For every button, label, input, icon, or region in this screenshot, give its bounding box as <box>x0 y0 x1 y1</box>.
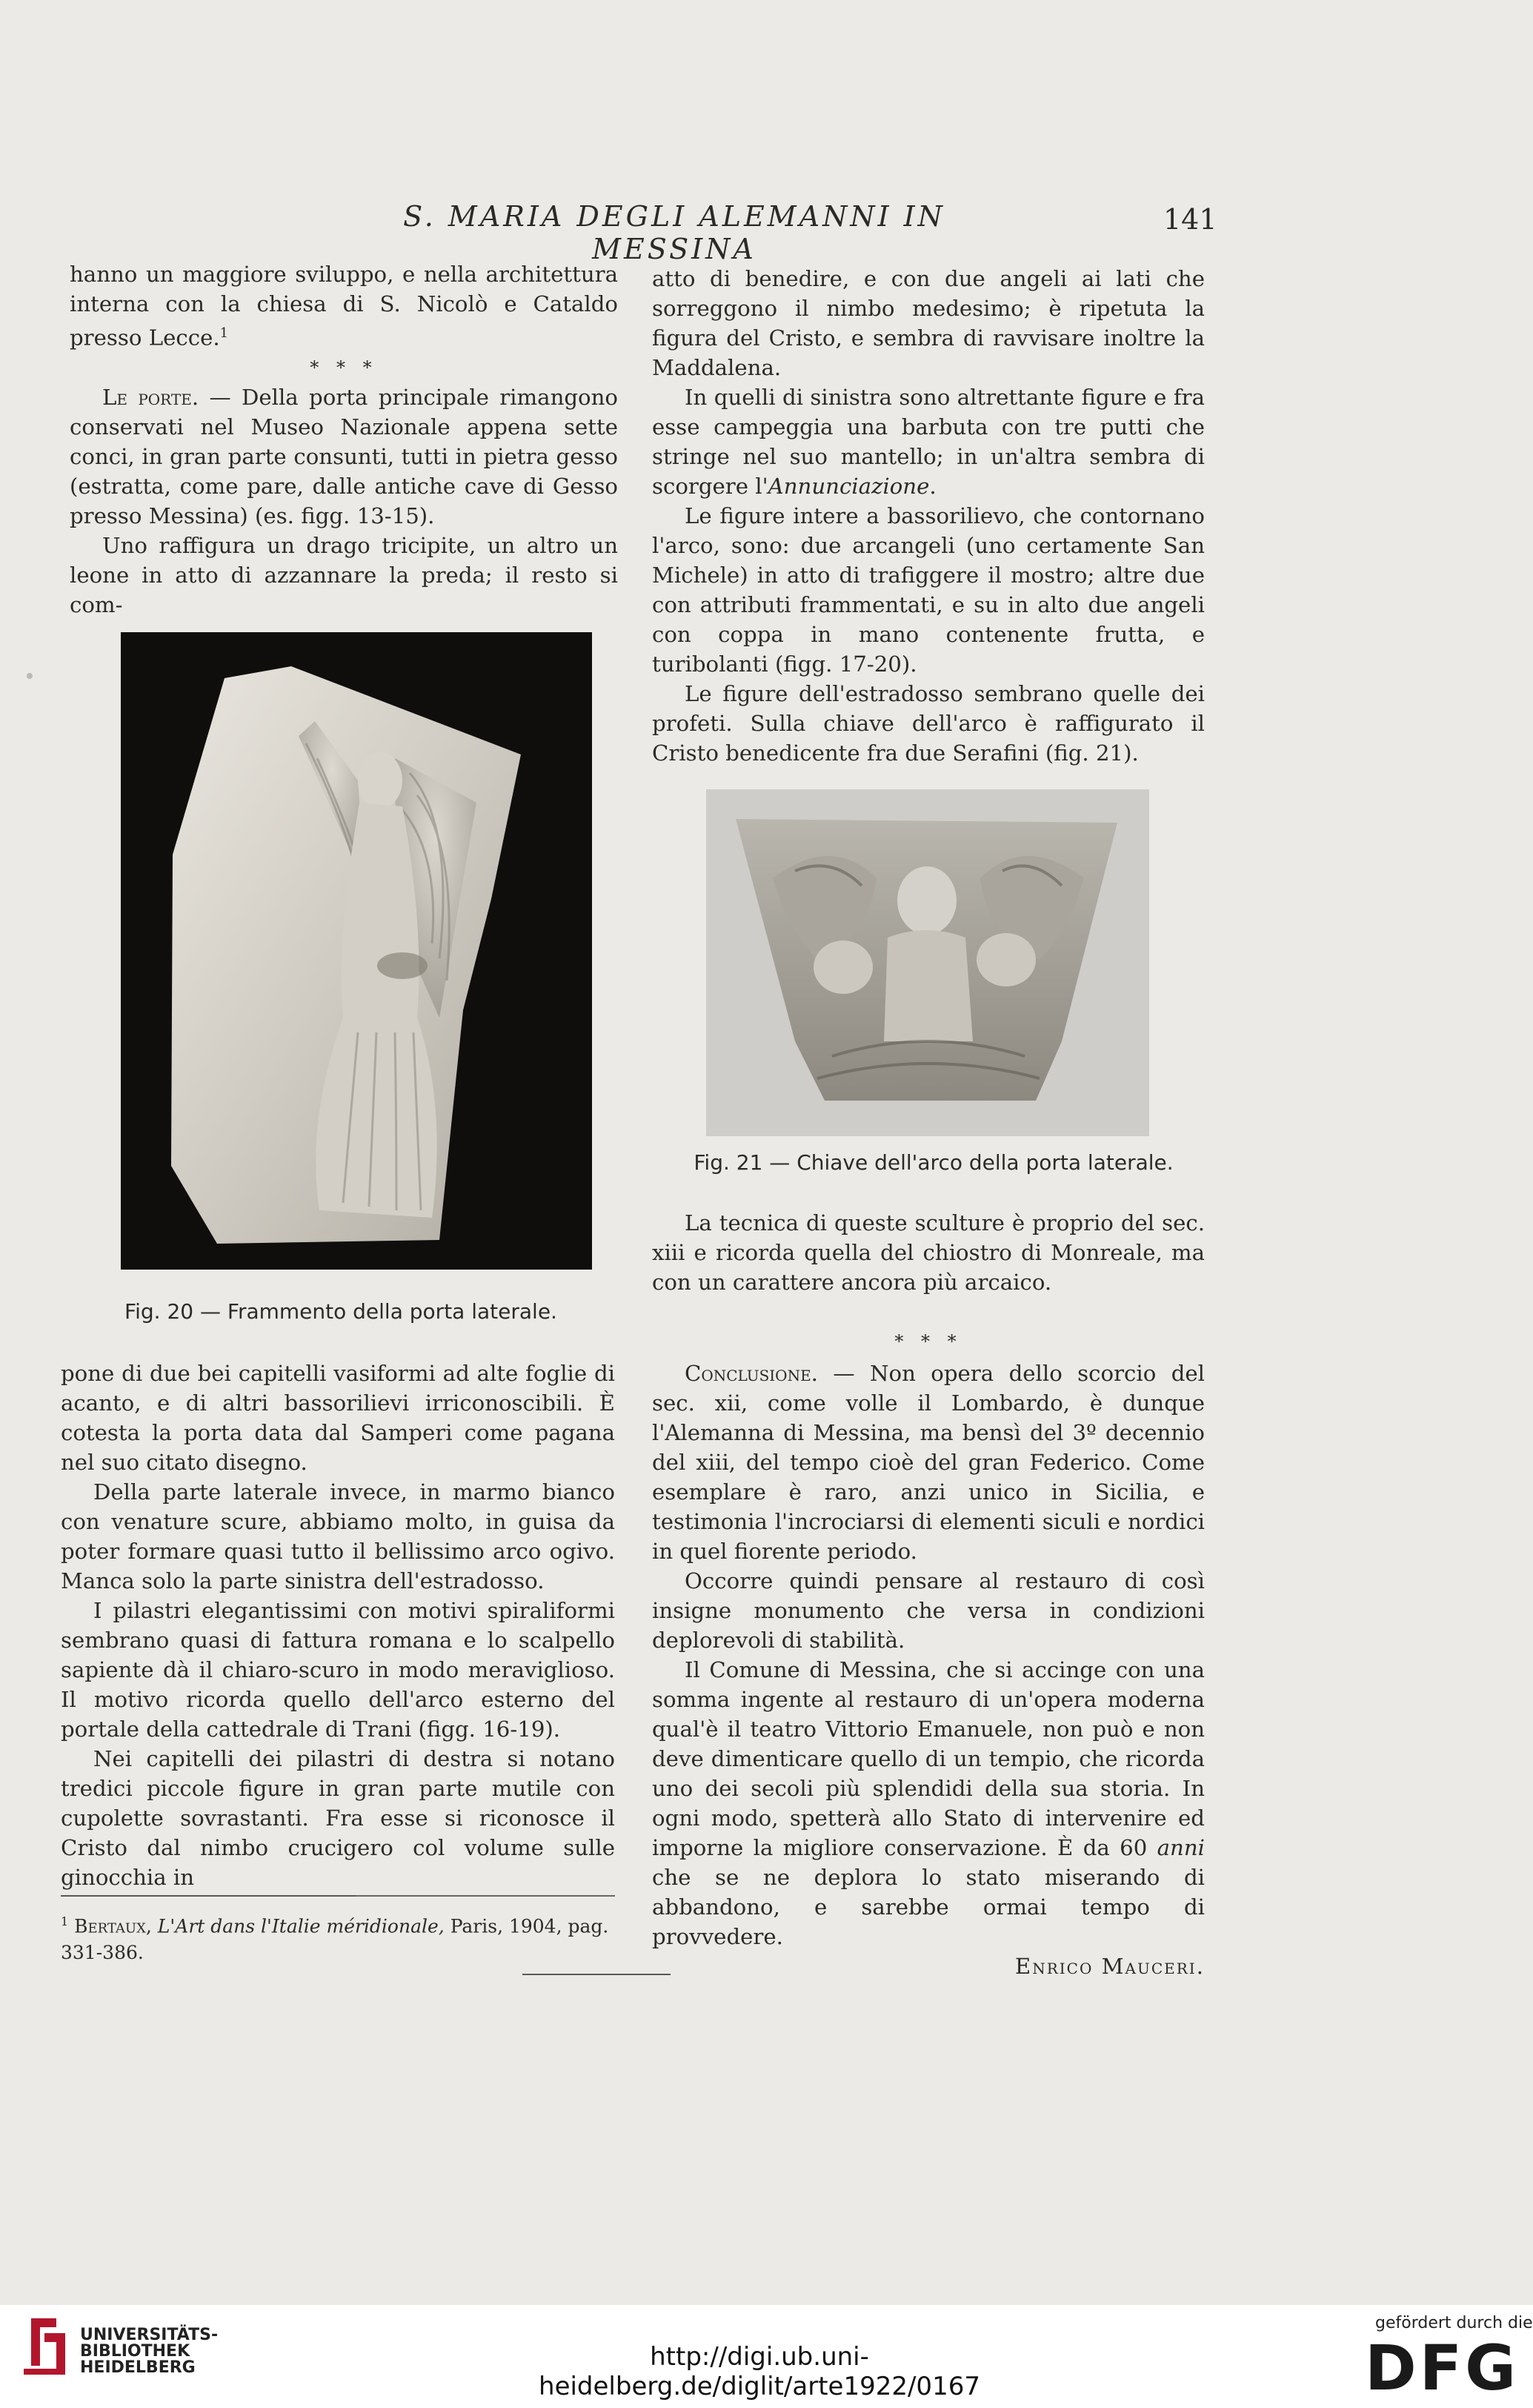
paragraph: hanno un maggiore sviluppo, e nella architettura interna con la chiesa di S. Nicolò e Cataldo presso Lecce.$^1$ <box>70 262 618 351</box>
section-heading: Conclusione. <box>685 1361 818 1386</box>
source-url-link[interactable]: http://digi.ub.uni-heidelberg.de/diglit/arte1922/0167 <box>539 2342 980 2401</box>
end-rule <box>522 1974 671 1975</box>
paragraph: Le figure intere a bassorilievo, che contornano l'arco, sono: due arcangeli (uno certamente San Michele) in atto di trafiggere il mostro; altre due con attributi frammentati, e su in alto due angeli con coppa in mano contenente frutta, e turibolanti (figg. 17-20). <box>652 503 1205 677</box>
right-column-bottom <box>652 1359 1205 1981</box>
footnote-rule <box>356 1895 615 1897</box>
footnote-title: L'Art dans l'Italie méridionale, <box>157 1915 445 1937</box>
figure-20-photo <box>121 632 592 1270</box>
section-separator: * * * <box>310 356 378 378</box>
paragraph: Nei capitelli dei pilastri di destra si notano tredici piccole figure in gran parte mutile con cupolette sovrastanti. Fra esse si riconosce il Cristo dal nimbo crucigero col volume sulle ginocchia in <box>61 1746 615 1890</box>
figure-21-photo <box>706 789 1149 1136</box>
paragraph: I pilastri elegantissimi con motivi spiraliformi sembrano quasi di fattura romana e lo scalpello sapiente dà il chiaro-scuro in modo meraviglioso. Il motivo ricorda quello dell'arco esterno del portale della cattedrale di Trani (figg. 16-19). <box>61 1598 615 1742</box>
paragraph: Il Comune di Messina, che si accinge con una somma ingente al restauro di un'opera moderna qual'è il teatro Vittorio Emanuele, non può e non deve dimenticare quello di un tempio, che ricorda uno dei secoli più splendidi della sua storia. In ogni modo, spetterà allo Stato di intervenire ed imporne la migliore conservazione. È da 60 anni che se ne deplora lo stato miserando di abbandono, e sarebbe ormai tempo di provvedere. <box>652 1657 1205 1949</box>
paragraph: In quelli di sinistra sono altrettante figure e fra esse campeggia una barbuta con tre putti che stringe nel suo mantello; in un'altra sembra di scorgere l'Annunciazione. <box>652 385 1205 499</box>
footnote-rule <box>61 1895 394 1897</box>
dfg-logo: DFG <box>1365 2332 1520 2404</box>
paragraph: Occorre quindi pensare al restauro di così insigne monumento che versa in condizioni deplorevoli di stabilità. <box>652 1568 1205 1653</box>
paragraph: pone di due bei capitelli vasiformi ad alte foglie di acanto, e di altri bassorilievi irriconoscibili. È cotesta la porta data dal Samperi come pagana nel suo citato disegno. <box>61 1361 615 1475</box>
angel-relief-image <box>121 632 592 1270</box>
paragraph: Le figure dell'estradosso sembrano quelle dei profeti. Sulla chiave dell'arco è raffigurato il Cristo benedicente fra due Serafini (fig. 21). <box>652 681 1205 766</box>
left-column-bottom <box>61 1359 615 1892</box>
footnote-author: Bertaux, <box>74 1915 152 1937</box>
paragraph: Le porte. — Della porta principale rimangono conservati nel Museo Nazionale appena sette conci, in gran parte consunti, tutti in pietra gesso (estratta, come pare, dalle antiche cave di Gesso presso Messina) (es. figg. 13-15). <box>70 384 618 528</box>
figure-21-caption: Fig. 21 — Chiave dell'arco della porta laterale. <box>694 1150 1174 1175</box>
author-signature: Enrico Mauceri. <box>1014 1954 1205 1979</box>
figure-20-caption: Fig. 20 — Frammento della porta laterale. <box>124 1299 557 1324</box>
right-column-middle <box>652 1208 1205 1356</box>
paragraph: La tecnica di queste sculture è proprio del sec. xiii e ricorda quella del chiostro di Monreale, ma con un carattere ancora più arcaico. <box>652 1210 1205 1295</box>
paragraph: Uno raffigura un drago tricipite, un altro un leone in atto di azzannare la preda; il resto si com- <box>70 532 618 617</box>
keystone-relief-image <box>706 789 1149 1136</box>
italic-term: anni <box>1157 1835 1205 1860</box>
footnote-details: Paris, 1904, pag. 331-386. <box>61 1915 609 1964</box>
library-name: UNIVERSITÄTS- BIBLIOTHEK HEIDELBERG <box>80 2326 219 2377</box>
funded-by-label: gefördert durch die <box>1375 2314 1533 2332</box>
section-heading: Le porte. <box>102 384 199 410</box>
section-separator: * * * <box>894 1331 962 1352</box>
page-number: 141 <box>1163 203 1217 236</box>
paragraph: Conclusione. — Non opera dello scorcio del sec. xii, come volle il Lombardo, è dunque l'Alemanna di Messina, ma bensì del 3º decennio del xiii, del tempo cioè del gran Federico. Come esemplare è raro, anzi unico in Sicilia, e testimonia l'incrociarsi di elementi siculi e nordici in quel fiorente periodo. <box>652 1361 1205 1564</box>
paragraph: atto di benedire, e con due angeli ai lati che sorreggono il nimbo medesimo; è ripetuta la figura del Cristo, e sembra di ravvisare inoltre la Maddalena. <box>652 266 1205 380</box>
footnote-ref: 1 <box>219 325 229 341</box>
running-title: S. MARIA DEGLI ALEMANNI IN MESSINA <box>403 200 945 265</box>
italic-term: Annunciazione <box>768 474 930 499</box>
footnote <box>61 1908 609 1966</box>
left-column-top <box>70 259 618 620</box>
paragraph: Della parte laterale invece, in marmo bianco con venature scure, abbiamo molto, in guisa da poter formare quasi tutto il bellissimo arco ogivo. Manca solo la parte sinistra dell'estradosso. <box>61 1479 615 1593</box>
right-column-top <box>652 264 1205 768</box>
footnote-mark: 1 <box>61 1914 69 1928</box>
margin-speck <box>27 673 33 679</box>
university-library-logo-icon <box>16 2312 71 2384</box>
